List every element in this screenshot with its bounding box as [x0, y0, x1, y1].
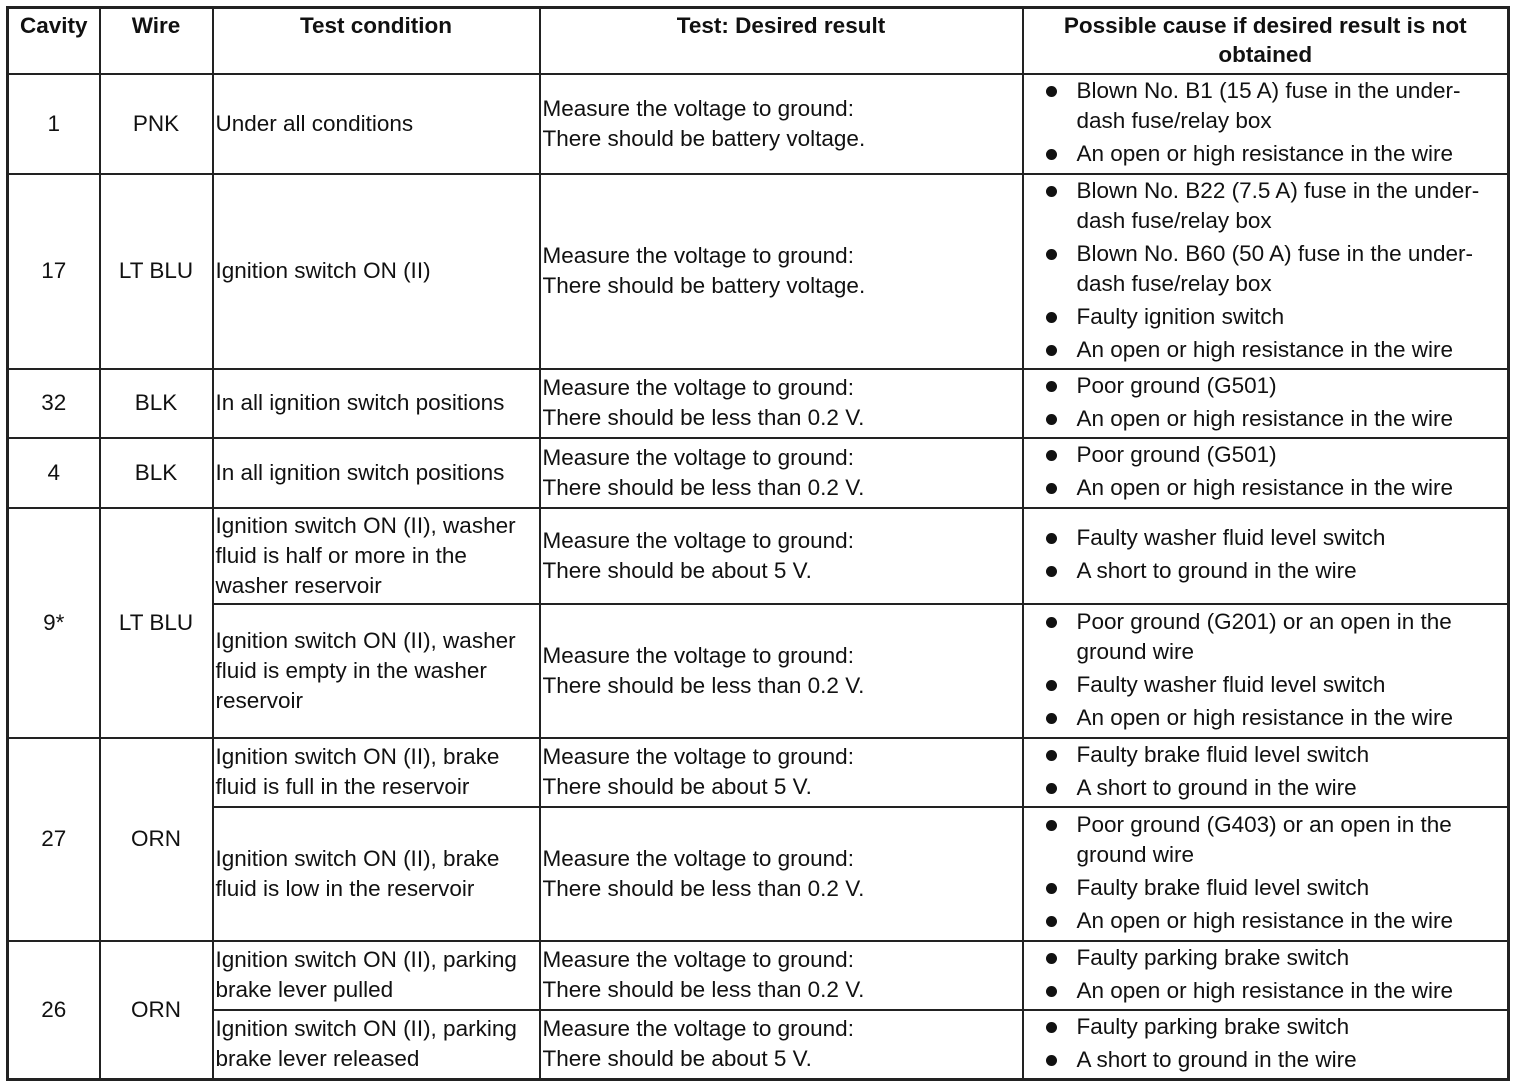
- cause-item: An open or high resistance in the wire: [1044, 335, 1502, 365]
- result-line: Measure the voltage to ground:: [542, 1016, 854, 1041]
- table-row: [8, 738, 1509, 807]
- wire-cell: LT BLU: [100, 508, 213, 738]
- cause-item: Poor ground (G201) or an open in the ground wire: [1044, 607, 1502, 667]
- table-row: [8, 807, 1509, 941]
- wire-cell: BLK: [100, 438, 213, 508]
- cause-cell: [1023, 738, 1509, 807]
- cavity-cell: 32: [8, 369, 100, 438]
- result-line: Measure the voltage to ground:: [542, 527, 854, 553]
- wire-cell: ORN: [100, 941, 213, 1080]
- result-line: There should be about 5 V.: [542, 557, 812, 583]
- cavity-cell: 27: [8, 738, 100, 941]
- result-cell: [540, 174, 1023, 369]
- cause-item: An open or high resistance in the wire: [1044, 976, 1502, 1006]
- result-line: Measure the voltage to ground:: [542, 444, 854, 470]
- result-cell: [540, 369, 1023, 438]
- result-line: There should be less than 0.2 V.: [542, 672, 865, 698]
- result-line: There should be less than 0.2 V.: [542, 405, 865, 430]
- header-test-condition: Test condition: [213, 8, 540, 74]
- result-line: Measure the voltage to ground:: [542, 845, 854, 871]
- cause-item: A short to ground in the wire: [1044, 1045, 1502, 1075]
- cause-cell: [1023, 941, 1509, 1010]
- condition-cell: Ignition switch ON (II), parking brake lever pulled: [213, 941, 540, 1010]
- header-row: [8, 8, 1509, 74]
- condition-cell: Ignition switch ON (II), brake fluid is low in the reservoir: [213, 807, 540, 941]
- table-row: [8, 174, 1509, 369]
- cause-cell: [1023, 74, 1509, 174]
- result-line: Measure the voltage to ground:: [542, 243, 854, 268]
- cause-cell: [1023, 174, 1509, 369]
- wire-cell: PNK: [100, 74, 213, 174]
- cause-item: An open or high resistance in the wire: [1044, 703, 1502, 733]
- table-row: [8, 369, 1509, 438]
- condition-cell: Ignition switch ON (II), washer fluid is half or more in the washer reservoir: [213, 508, 540, 604]
- cause-item: Blown No. B60 (50 A) fuse in the under-dash fuse/relay box: [1044, 239, 1502, 299]
- wire-cell: LT BLU: [100, 174, 213, 369]
- result-line: There should be less than 0.2 V.: [542, 474, 865, 500]
- result-line: There should be battery voltage.: [542, 273, 866, 298]
- cause-item: Faulty washer fluid level switch: [1044, 523, 1502, 553]
- table-row: [8, 604, 1509, 738]
- table-row: [8, 1010, 1509, 1080]
- table-row: [8, 941, 1509, 1010]
- cause-item: An open or high resistance in the wire: [1044, 404, 1502, 434]
- result-cell: [540, 508, 1023, 604]
- cause-item: Poor ground (G501): [1044, 440, 1502, 470]
- result-cell: [540, 807, 1023, 941]
- result-cell: [540, 74, 1023, 174]
- result-line: Measure the voltage to ground:: [542, 95, 854, 121]
- cause-item: Faulty brake fluid level switch: [1044, 873, 1502, 903]
- condition-cell: Ignition switch ON (II), brake fluid is full in the reservoir: [213, 738, 540, 807]
- cause-item: Faulty brake fluid level switch: [1044, 740, 1502, 770]
- cause-item: A short to ground in the wire: [1044, 556, 1502, 586]
- cause-item: Poor ground (G501): [1044, 371, 1502, 401]
- result-cell: [540, 738, 1023, 807]
- result-cell: [540, 1010, 1023, 1080]
- result-line: There should be battery voltage.: [542, 125, 866, 151]
- condition-cell: Ignition switch ON (II), parking brake lever released: [213, 1010, 540, 1080]
- cause-item: Poor ground (G403) or an open in the ground wire: [1044, 810, 1502, 870]
- cavity-cell: 4: [8, 438, 100, 508]
- cause-cell: [1023, 369, 1509, 438]
- cause-item: Blown No. B1 (15 A) fuse in the under-dash fuse/relay box: [1044, 76, 1502, 136]
- header-possible-cause: Possible cause if desired result is not obtained: [1023, 8, 1509, 74]
- cause-cell: [1023, 604, 1509, 738]
- header-cavity: Cavity: [8, 8, 100, 74]
- condition-cell: Under all conditions: [213, 74, 540, 174]
- cause-cell: [1023, 438, 1509, 508]
- cause-item: Faulty parking brake switch: [1044, 1012, 1502, 1042]
- cause-cell: [1023, 807, 1509, 941]
- table-row: [8, 508, 1509, 604]
- cavity-cell: 17: [8, 174, 100, 369]
- cause-item: Faulty parking brake switch: [1044, 943, 1502, 973]
- condition-cell: In all ignition switch positions: [213, 369, 540, 438]
- result-line: There should be about 5 V.: [542, 774, 812, 799]
- result-line: There should be less than 0.2 V.: [542, 875, 865, 901]
- condition-cell: Ignition switch ON (II), washer fluid is empty in the washer reservoir: [213, 604, 540, 738]
- cavity-cell: 9*: [8, 508, 100, 738]
- result-line: Measure the voltage to ground:: [542, 947, 854, 972]
- condition-cell: In all ignition switch positions: [213, 438, 540, 508]
- cause-item: An open or high resistance in the wire: [1044, 906, 1502, 936]
- result-cell: [540, 941, 1023, 1010]
- wire-cell: BLK: [100, 369, 213, 438]
- cause-item: A short to ground in the wire: [1044, 773, 1502, 803]
- result-line: There should be about 5 V.: [542, 1046, 812, 1071]
- cause-item: An open or high resistance in the wire: [1044, 473, 1502, 503]
- table-row: [8, 438, 1509, 508]
- result-line: Measure the voltage to ground:: [542, 642, 854, 668]
- header-desired-result: Test: Desired result: [540, 8, 1023, 74]
- header-wire: Wire: [100, 8, 213, 74]
- cavity-cell: 26: [8, 941, 100, 1080]
- cause-item: Faulty washer fluid level switch: [1044, 670, 1502, 700]
- result-line: There should be less than 0.2 V.: [542, 977, 865, 1002]
- connector-test-table: [6, 6, 1510, 1081]
- condition-cell: Ignition switch ON (II): [213, 174, 540, 369]
- result-cell: [540, 438, 1023, 508]
- cause-cell: [1023, 1010, 1509, 1080]
- cause-item: Faulty ignition switch: [1044, 302, 1502, 332]
- result-line: Measure the voltage to ground:: [542, 744, 854, 769]
- result-cell: [540, 604, 1023, 738]
- table-row: [8, 74, 1509, 174]
- cause-item: An open or high resistance in the wire: [1044, 139, 1502, 169]
- result-line: Measure the voltage to ground:: [542, 375, 854, 400]
- wire-cell: ORN: [100, 738, 213, 941]
- cause-cell: [1023, 508, 1509, 604]
- cause-item: Blown No. B22 (7.5 A) fuse in the under-dash fuse/relay box: [1044, 176, 1502, 236]
- cavity-cell: 1: [8, 74, 100, 174]
